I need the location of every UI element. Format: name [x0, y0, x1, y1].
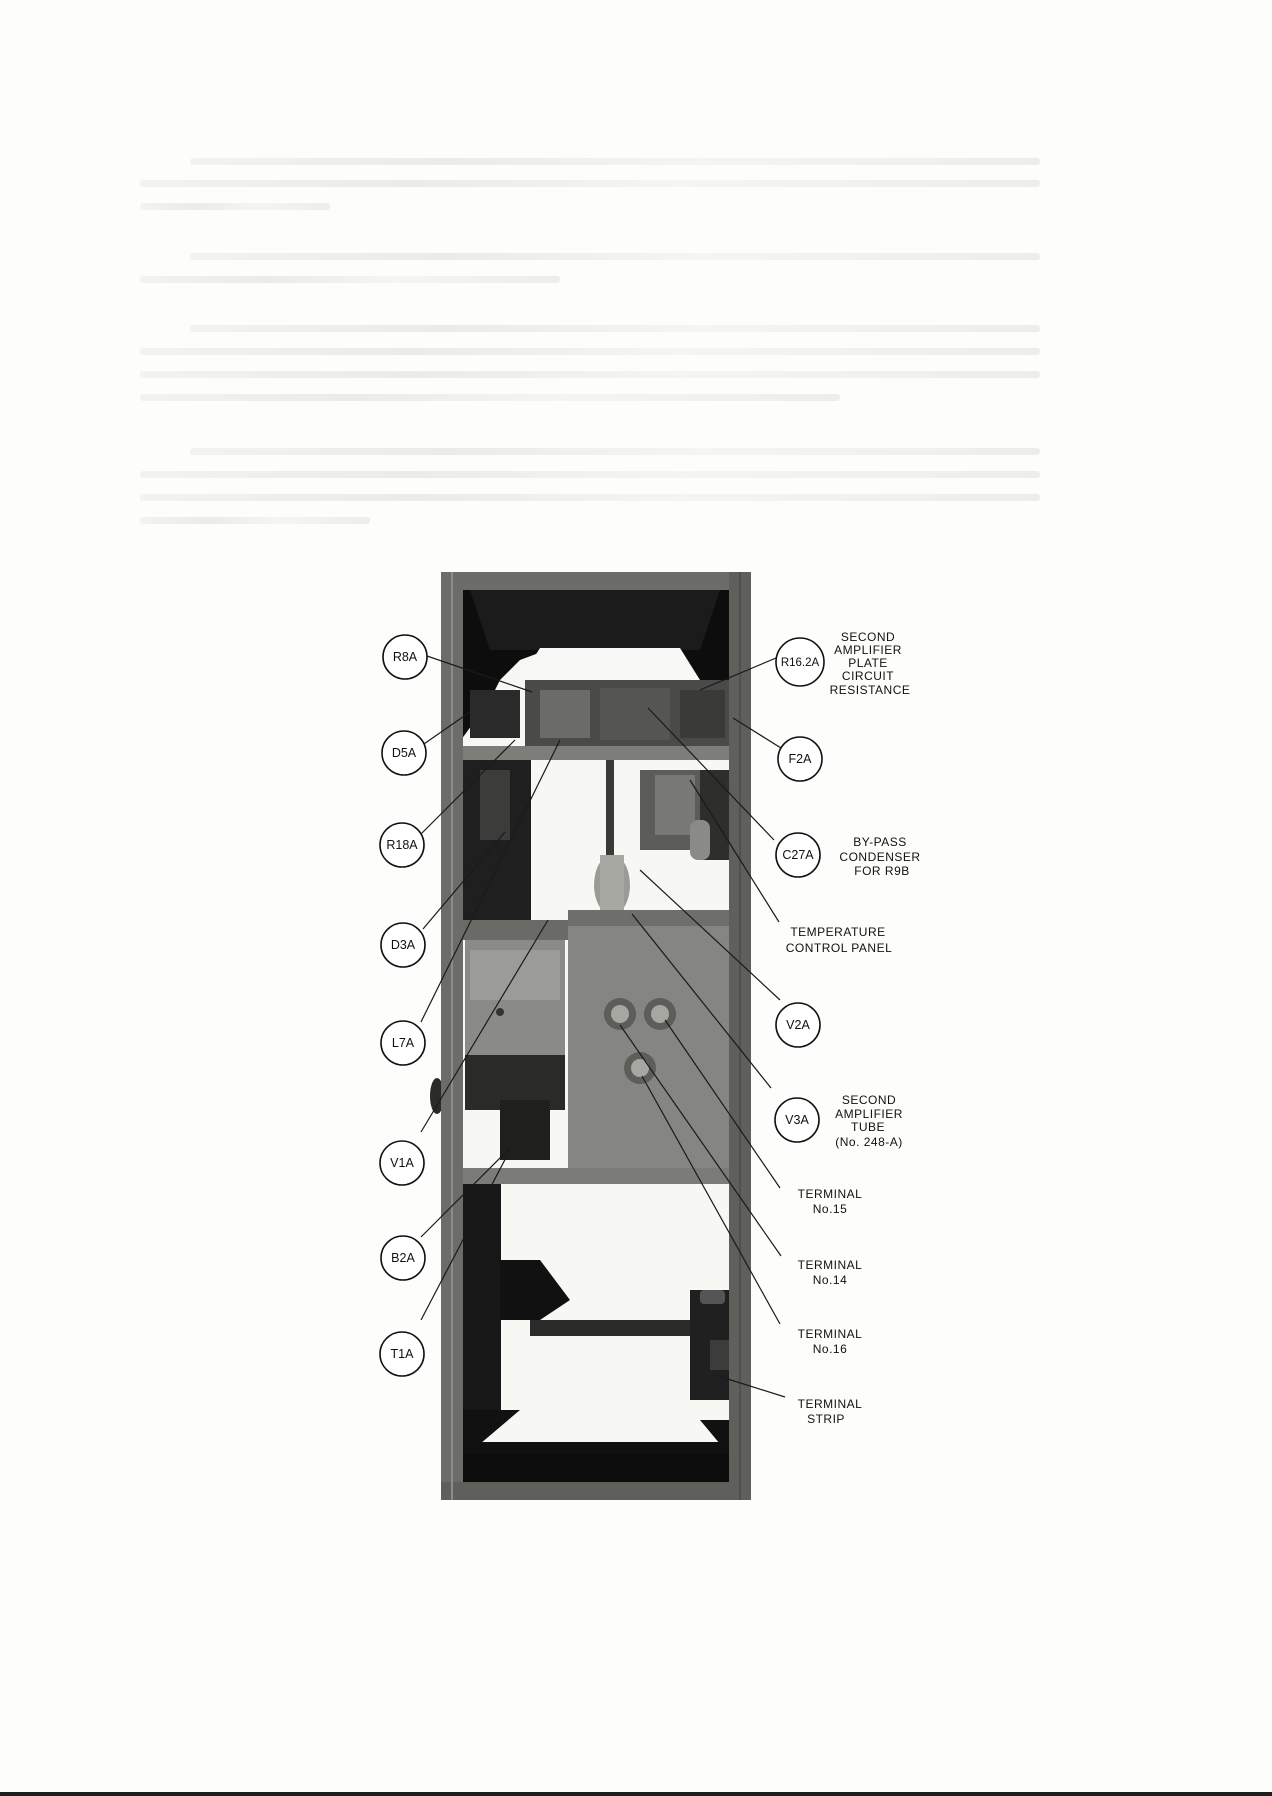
svg-text:TERMINAL: TERMINAL [797, 1187, 863, 1201]
annotation-terminal-15 [798, 1187, 863, 1216]
svg-text:T1A: T1A [390, 1347, 414, 1361]
svg-text:F2A: F2A [788, 752, 812, 766]
svg-text:TEMPERATURE: TEMPERATURE [790, 925, 886, 939]
svg-text:CIRCUIT: CIRCUIT [841, 669, 895, 683]
bottom-scan-edge [0, 1792, 1272, 1796]
callout-r16-2a [776, 638, 824, 686]
svg-text:R16.2A: R16.2A [780, 657, 820, 669]
svg-text:R18A: R18A [386, 838, 418, 852]
callout-v1a [380, 1141, 424, 1185]
svg-text:CONDENSER: CONDENSER [839, 850, 921, 864]
annotation-c27a [839, 835, 920, 878]
svg-text:STRIP: STRIP [807, 1412, 845, 1426]
svg-text:C27A: C27A [782, 848, 814, 862]
callout-c27a [776, 833, 820, 877]
svg-text:V1A: V1A [390, 1156, 414, 1170]
callout-r18a [380, 823, 424, 867]
callout-t1a [380, 1332, 424, 1376]
callout-b2a [381, 1236, 425, 1280]
svg-text:AMPLIFIER: AMPLIFIER [834, 643, 902, 657]
svg-text:V3A: V3A [785, 1113, 809, 1127]
callout-v3a [775, 1098, 819, 1142]
callout-l7a [381, 1021, 425, 1065]
callout-v2a [776, 1003, 820, 1047]
callout-r8a [383, 635, 427, 679]
annotation-r16-2a [830, 630, 911, 697]
svg-text:No.15: No.15 [812, 1202, 848, 1216]
svg-text:PLATE: PLATE [848, 656, 888, 670]
svg-text:No.16: No.16 [812, 1342, 848, 1356]
svg-text:No.14: No.14 [812, 1273, 848, 1287]
svg-text:BY-PASS: BY-PASS [853, 835, 907, 849]
svg-text:R8A: R8A [392, 650, 418, 664]
annotation-terminal-strip [798, 1397, 863, 1426]
svg-text:TUBE: TUBE [850, 1120, 886, 1134]
callout-f2a [778, 737, 822, 781]
annotation-terminal-14 [798, 1258, 863, 1287]
callout-d3a [381, 923, 425, 967]
svg-text:V2A: V2A [786, 1018, 810, 1032]
svg-text:AMPLIFIER: AMPLIFIER [835, 1107, 903, 1121]
callout-d5a [382, 731, 426, 775]
svg-text:RESISTANCE: RESISTANCE [829, 683, 911, 697]
annotation-temperature-control-panel [786, 925, 893, 955]
svg-text:D3A: D3A [390, 938, 416, 952]
svg-text:FOR R9B: FOR R9B [854, 864, 910, 878]
svg-text:SECOND: SECOND [840, 630, 896, 644]
annotation-v3a [835, 1093, 903, 1149]
left-callouts [380, 635, 427, 1376]
right-callouts [775, 638, 824, 1142]
svg-text:(No. 248-A): (No. 248-A) [835, 1135, 903, 1149]
svg-text:SECOND: SECOND [841, 1093, 897, 1107]
svg-text:L7A: L7A [391, 1036, 415, 1050]
svg-text:CONTROL PANEL: CONTROL PANEL [785, 941, 893, 955]
svg-text:B2A: B2A [391, 1251, 415, 1265]
svg-text:TERMINAL: TERMINAL [797, 1327, 863, 1341]
svg-text:TERMINAL: TERMINAL [797, 1397, 863, 1411]
annotation-terminal-16 [798, 1327, 863, 1356]
svg-text:D5A: D5A [391, 746, 417, 760]
svg-text:TERMINAL: TERMINAL [797, 1258, 863, 1272]
